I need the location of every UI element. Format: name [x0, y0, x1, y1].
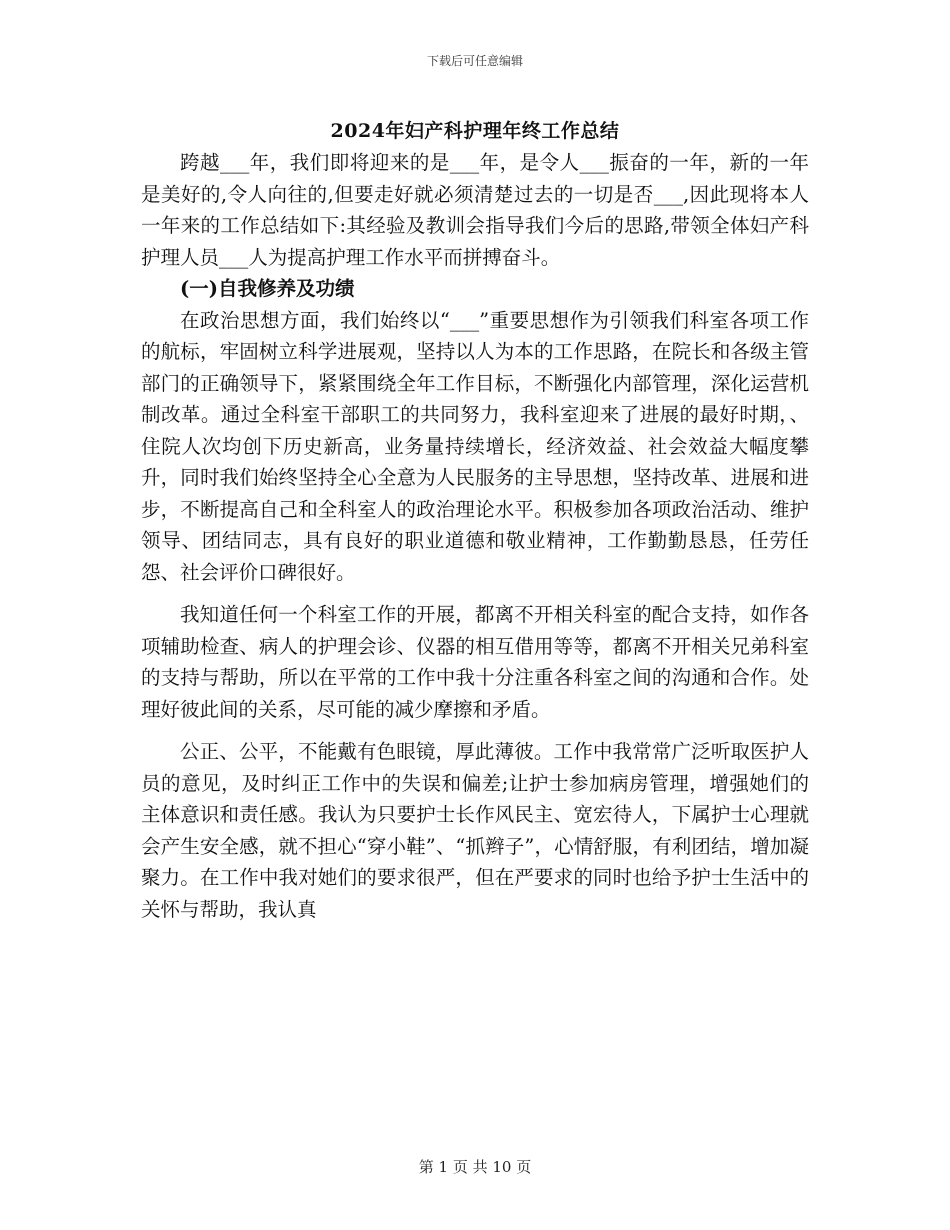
- body-paragraph: 我知道任何一个科室工作的开展，都离不开相关科室的配合支持，如作各项辅助检查、病人的护理会诊、仪器的相互借用等等，都离不开相关兄弟科室的支持与帮助，所以在平常的工作中我十分注重各科室之间的沟通和合作。处理好彼此间的关系，尽可能的减少摩擦和矛盾。: [141, 603, 809, 721]
- document-body: [141, 147, 809, 925]
- body-paragraph: 公正、公平，不能戴有色眼镜，厚此薄彼。工作中我常常广泛听取医护人员的意见，及时纠正工作中的失误和偏差;让护士参加病房管理，增强她们的主体意识和责任感。我认为只要护士长作风民主、宽宏待人，下属护士心理就会产生安全感，就不担心“穿小鞋”、“抓辫子”，心情舒服，有利团结，增加凝聚力。在工作中我对她们的要求很严，但在严要求的同时也给予护士生活中的关怀与帮助，我认真: [141, 740, 809, 921]
- document-title: 2024年妇产科护理年终工作总结: [330, 120, 620, 142]
- section-heading: (一)自我修养及功绩: [180, 277, 355, 300]
- header-note: 下载后可任意编辑: [426, 54, 523, 68]
- body-paragraph: 在政治思想方面，我们始终以“___”重要思想作为引领我们科室各项工作的航标，牢固树立科学进展观，坚持以人为本的工作思路，在院长和各级主管部门的正确领导下，紧紧围绕全年工作目标，不断强化内部管理，深化运营机制改革。通过全科室干部职工的共同努力，我科室迎来了进展的最好时期，、住院人次均创下历史新高，业务量持续增长，经济效益、社会效益大幅度攀升，同时我们始终坚持全心全意为人民服务的主导思想，坚持改革、进展和进步，不断提高自己和全科室人的政治理论水平。积极参加各项政治活动、维护领导、团结同志，具有良好的职业道德和敬业精神，工作勤勤恳恳，任劳任怨、社会评价口碑很好。: [141, 308, 809, 584]
- intro-paragraph: 跨越___年，我们即将迎来的是___年，是令人___振奋的一年，新的一年是美好的,令人向往的,但要走好就必须清楚过去的一切是否___,因此现将本人一年来的工作总结如下:其经验及教训会指导我们今后的思路,带领全体妇产科护理人员___人为提高护理工作水平而拼搏奋斗。: [141, 151, 809, 269]
- page-footer: 第 1 页 共 10 页: [418, 1158, 532, 1176]
